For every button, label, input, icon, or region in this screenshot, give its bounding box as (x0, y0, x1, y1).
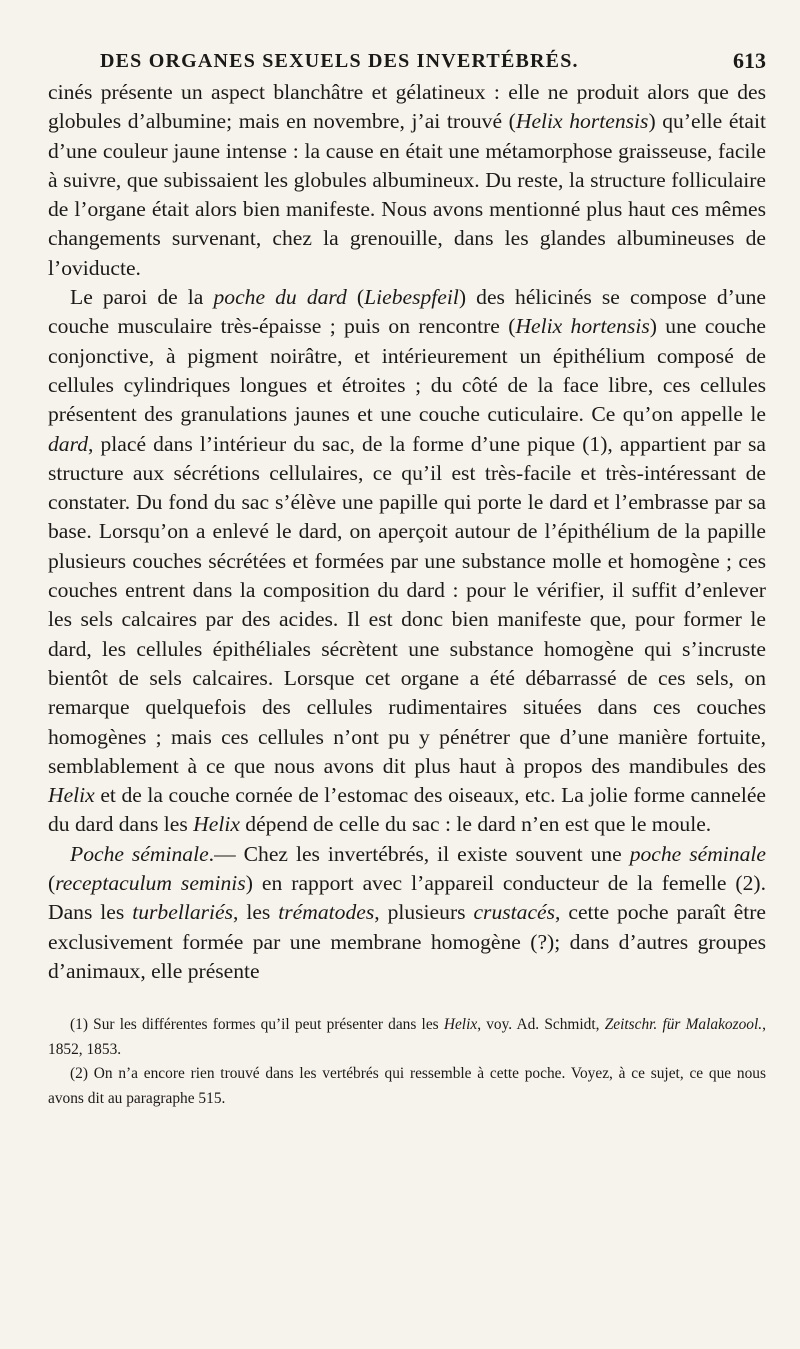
text-run: (2) On n’a encore rien trouvé dans les vertébrés qui ressemble à cette poche. Voyez, à ce sujet, ce que nous avons dit au paragraphe 515. (48, 1065, 766, 1107)
text-run: .— Chez les invertébrés, il existe souvent une (208, 841, 630, 866)
italic-term: poche séminale (629, 841, 766, 866)
text-run: ) des hélicinés se compose d’une couche musculaire très-épaisse ; puis on rencontre ( (48, 285, 766, 339)
text-run: ) une couche conjonctive, à pigment noirâtre, et intérieurement un épithélium composé de cellules cylindriques longues et étroites ; du côté de la face libre, ces cellules présentent des granulations jaunes et une couche cuticulaire. Ce qu’on appelle le (48, 314, 766, 427)
text-run: , 1852, 1853. (48, 1016, 766, 1058)
running-head: DES ORGANES SEXUELS DES INVERTÉBRÉS. (100, 50, 579, 72)
italic-term: receptaculum seminis (55, 871, 246, 896)
text-run: ) qu’elle était d’une couleur jaune intense : la cause en était une métamorphose graisseuse, facile à suivre, que subissaient les globules albumineux. Du reste, la structure folliculaire de l’organe était alors bien manifeste. Nous avons mentionné plus haut ces mêmes changements survenant, chez la grenouille, dans les glandes albumineuses de l’oviducte. (48, 109, 766, 280)
text-run: ) en rapport avec l’appareil conducteur de la femelle (2). Dans les (48, 871, 767, 925)
main-text (48, 78, 766, 986)
page-number: 613 (733, 48, 766, 73)
italic-term: Helix (48, 783, 95, 808)
italic-term: trématodes (278, 900, 375, 925)
page-header (48, 44, 766, 74)
text-run: (1) Sur les différentes formes qu’il peut présenter dans les (70, 1016, 444, 1034)
footnote-1 (48, 1013, 766, 1062)
text-run: ( (346, 285, 365, 310)
italic-term: poche du dard (213, 285, 347, 310)
paragraph-2 (48, 283, 766, 840)
paragraph-3 (48, 840, 766, 986)
text-run: , cette poche paraît être exclusivement formée par une membrane homogène (?); dans d’autres groupes d’animaux, elle présente (48, 900, 766, 983)
paragraph-1 (48, 78, 766, 283)
text-run: dépend de celle du sac : le dard n’en est que le moule. (239, 812, 712, 837)
italic-term: Helix (443, 1016, 478, 1034)
text-run: cinés présente un aspect blanchâtre et gélatineux : elle ne produit alors que des globules d’albumine; mais en novembre, j’ai trouvé ( (48, 80, 766, 134)
italic-term: turbellariés (132, 900, 234, 925)
text-run: , plusieurs (374, 900, 474, 925)
section-heading-inline: Poche séminale (70, 841, 209, 866)
italic-term: Liebespfeil (364, 285, 459, 310)
italic-term: crustacés (473, 900, 556, 925)
italic-term: Helix hortensis (515, 109, 649, 134)
text-run: Le paroi de la (70, 285, 214, 310)
text-run: et de la couche cornée de l’estomac des oiseaux, etc. La jolie forme cannelée du dard dans les (48, 783, 766, 837)
book-page (48, 44, 766, 1111)
italic-term: dard (48, 431, 88, 456)
footnote-2 (48, 1062, 766, 1111)
italic-term: Zeitschr. für Malakozool. (604, 1016, 763, 1034)
text-run: , placé dans l’intérieur du sac, de la forme d’une pique (1), appartient par sa structure aux sécrétions cellulaires, ce qu’il est très-facile et très-intéressant de constater. Du fond du sac s’élève une papille qui porte le dard et l’embrasse par sa base. Lorsqu’on a enlevé le dard, on aperçoit autour de l’épithélium de la papille plusieurs couches sécrétées et formées par une substance molle et homogène ; ces couches entrent dans la composition du dard : pour le vérifier, il suffit d’enlever les sels calcaires par des acides. Il est donc bien manifeste que, pour former le dard, les cellules épithéliales sécrètent une substance homogène qui s’incruste bientôt de sels calcaires. Lorsque cet organe a été débarrassé de ces sels, on remarque quelquefois des cellules rudimentaires situées dans ces couches homogènes ; mais ces cellules n’ont pu y pénétrer que d’une manière fortuite, semblablement à ce que nous avons dit plus haut à propos des mandibules des (48, 431, 766, 778)
italic-term: Helix (193, 812, 240, 837)
text-run: , voy. Ad. Schmidt, (477, 1016, 605, 1034)
text-run: ( (48, 871, 56, 896)
text-run: , les (233, 900, 279, 925)
footnotes (48, 1013, 766, 1111)
italic-term: Helix hortensis (515, 314, 650, 339)
